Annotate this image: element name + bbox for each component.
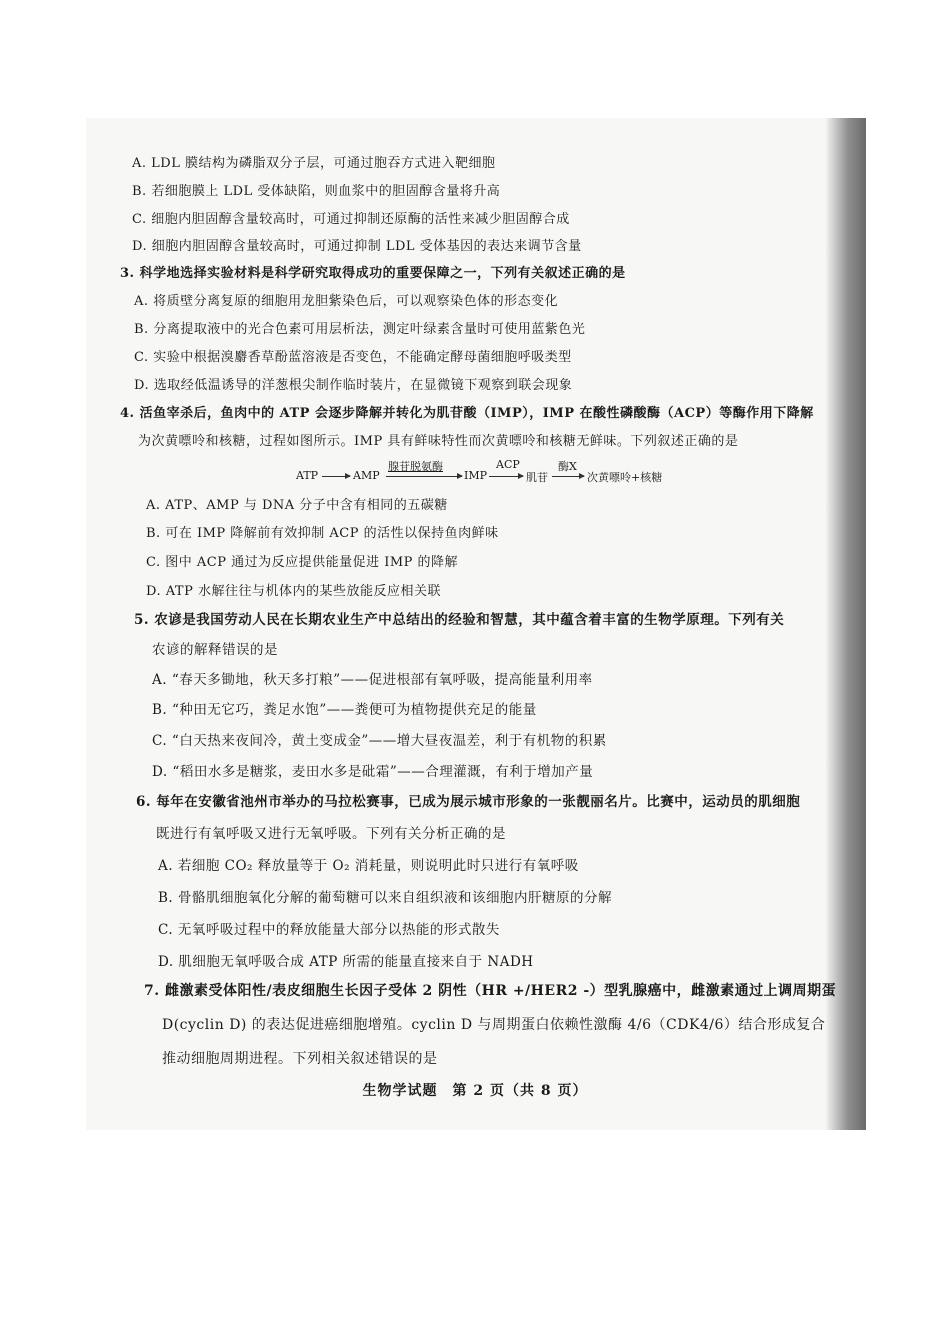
diagram-arrow-2 xyxy=(386,476,462,477)
diagram-product: 次黄嘌呤+核糖 xyxy=(587,471,663,484)
q5-option-a: A. “春天多锄地，秋天多打粮”——促进根部有氧呼吸，提高能量利用率 xyxy=(152,672,593,688)
q7-stem-line1: 7. 雌激素受体阳性/表皮细胞生长因子受体 2 阴性（HR +/HER2 -）型乳腺癌中，雌激素通过上调周期蛋 xyxy=(144,983,837,999)
q3-option-c: C. 实验中根据溴麝香草酚蓝溶液是否变色，不能确定酵母菌细胞呼吸类型 xyxy=(134,350,572,365)
q5-option-d: D. “稻田水多是糖浆，麦田水多是砒霜”——合理灌溉，有利于增加产量 xyxy=(152,764,594,780)
diagram-inosine: 肌苷 xyxy=(526,471,548,484)
q5-stem-line2: 农谚的解释错误的是 xyxy=(152,642,278,658)
q6-option-d: D. 肌细胞无氧呼吸合成 ATP 所需的能量直接来自于 NADH xyxy=(158,954,534,970)
q3-stem: 3. 科学地选择实验材料是科学研究取得成功的重要保障之一，下列有关叙述正确的是 xyxy=(120,266,626,281)
q6-stem-line2: 既进行有氧呼吸又进行无氧呼吸。下列有关分析正确的是 xyxy=(156,826,506,842)
q2-option-c: C. 细胞内胆固醇含量较高时，可通过抑制还原酶的活性来减少胆固醇合成 xyxy=(132,212,570,227)
q7-stem-line2: D(cyclin D) 的表达促进癌细胞增殖。cyclin D 与周期蛋白依赖性激酶 4/6（CDK4/6）结合形成复合 xyxy=(162,1017,826,1033)
q4-stem-line1: 4. 活鱼宰杀后，鱼肉中的 ATP 会逐步降解并转化为肌苷酸（IMP），IMP 在酸性磷酸酶（ACP）等酶作用下降解 xyxy=(120,406,814,421)
page-footer: 生物学试题 第 2 页（共 8 页） xyxy=(362,1083,588,1099)
q5-option-b: B. “种田无它巧，粪足水饱”——粪便可为植物提供充足的能量 xyxy=(152,702,537,718)
q6-option-a: A. 若细胞 CO₂ 释放量等于 O₂ 消耗量，则说明此时只进行有氧呼吸 xyxy=(158,858,579,874)
diagram-atp: ATP xyxy=(296,469,319,482)
diagram-arrow-1 xyxy=(322,476,350,477)
q4-option-a: A. ATP、AMP 与 DNA 分子中含有相同的五碳糖 xyxy=(146,498,448,513)
diagram-imp: IMP xyxy=(464,469,488,482)
q4-stem-line2: 为次黄嘌呤和核糖，过程如图所示。IMP 具有鲜味特性而次黄嘌呤和核糖无鲜味。下列叙述正确的是 xyxy=(138,434,739,449)
q6-option-b: B. 骨骼肌细胞氧化分解的葡萄糖可以来自组织液和该细胞内肝糖原的分解 xyxy=(158,890,613,906)
q4-option-c: C. 图中 ACP 通过为反应提供能量促进 IMP 的降解 xyxy=(146,555,459,570)
diagram-arrow-4 xyxy=(552,476,584,477)
diagram-enzyme-adenosine-deaminase: 腺苷脱氨酶 xyxy=(388,460,443,473)
page-edge-shadow xyxy=(826,118,866,1130)
q2-option-b: B. 若细胞膜上 LDL 受体缺陷，则血浆中的胆固醇含量将升高 xyxy=(132,184,501,199)
q2-option-a: A. LDL 膜结构为磷脂双分子层，可通过胞吞方式进入靶细胞 xyxy=(132,156,496,171)
q6-stem-line1: 6. 每年在安徽省池州市举办的马拉松赛事，已成为展示城市形象的一张靓丽名片。比赛中，运动员的肌细胞 xyxy=(136,794,801,810)
diagram-arrow-3 xyxy=(489,476,523,477)
q5-stem-line1: 5. 农谚是我国劳动人民在长期农业生产中总结出的经验和智慧，其中蕴含着丰富的生物学原理。下列有关 xyxy=(134,612,785,628)
atp-degradation-diagram xyxy=(296,460,686,488)
diagram-amp: AMP xyxy=(353,469,380,482)
diagram-enzyme-acp: ACP xyxy=(496,458,520,471)
q6-option-c: C. 无氧呼吸过程中的释放能量大部分以热能的形式散失 xyxy=(158,922,500,938)
q7-stem-line3: 推动细胞周期进程。下列相关叙述错误的是 xyxy=(162,1051,438,1067)
q4-option-b: B. 可在 IMP 降解前有效抑制 ACP 的活性以保持鱼肉鲜味 xyxy=(146,526,499,541)
q5-option-c: C. “白天热来夜间冷，黄土变成金”——增大昼夜温差，利于有机物的积累 xyxy=(152,733,607,749)
q4-option-d: D. ATP 水解往往与机体内的某些放能反应相关联 xyxy=(146,584,441,599)
q3-option-d: D. 选取经低温诱导的洋葱根尖制作临时装片，在显微镜下观察到联会现象 xyxy=(134,378,573,393)
q3-option-b: B. 分离提取液中的光合色素可用层析法，测定叶绿素含量时可使用蓝紫色光 xyxy=(134,322,586,337)
diagram-enzyme-x: 酶X xyxy=(558,460,577,473)
q2-option-d: D. 细胞内胆固醇含量较高时，可通过抑制 LDL 受体基因的表达来调节含量 xyxy=(132,239,582,254)
q3-option-a: A. 将质壁分离复原的细胞用龙胆紫染色后，可以观察染色体的形态变化 xyxy=(134,294,559,309)
